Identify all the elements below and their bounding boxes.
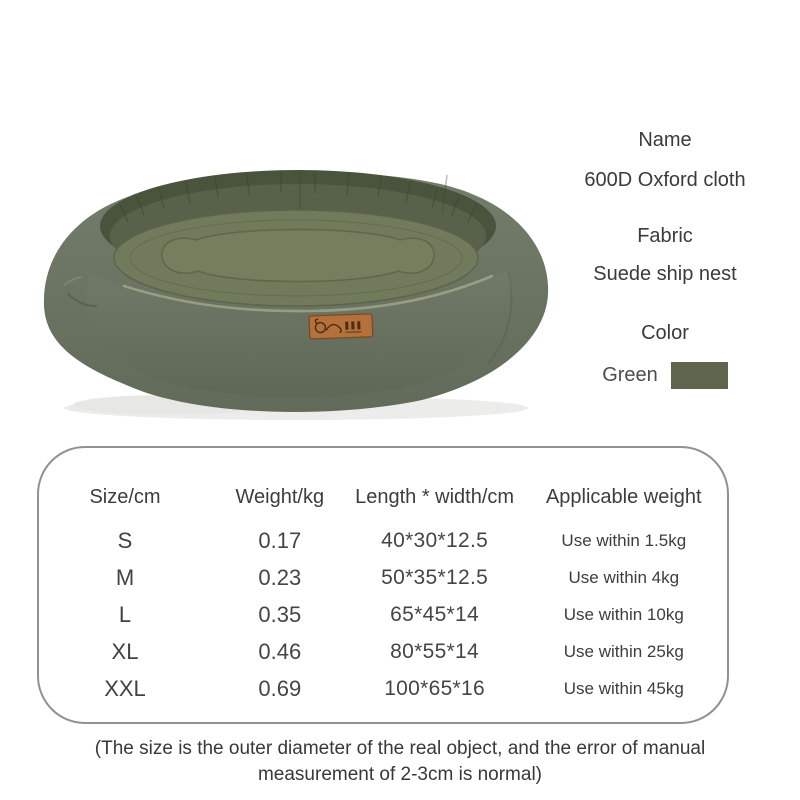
header-capacity: Applicable weight — [545, 485, 702, 508]
color-option-name: Green — [602, 363, 658, 386]
brand-tag — [309, 314, 373, 339]
cell-size: M — [115, 564, 135, 590]
product-photo — [38, 158, 560, 428]
cell-dims: 40*30*12.5 — [381, 528, 489, 552]
pet-bed-illustration — [38, 158, 560, 428]
cell-capacity: Use within 10kg — [563, 604, 684, 624]
spec-label-fabric: Fabric — [637, 225, 693, 247]
table-row — [39, 559, 727, 596]
header-weight: Weight/kg — [235, 485, 325, 508]
cell-weight: 0.46 — [258, 638, 302, 664]
cell-capacity: Use within 45kg — [563, 678, 684, 698]
color-option-row — [545, 361, 785, 389]
cell-capacity: Use within 25kg — [563, 641, 684, 661]
cell-dims: 100*65*16 — [384, 676, 485, 700]
cell-capacity: Use within 4kg — [568, 567, 680, 587]
measurement-note-line2: measurement of 2-3cm is normal) — [257, 764, 543, 785]
color-swatch — [671, 362, 728, 389]
cell-weight: 0.69 — [258, 675, 302, 701]
cell-dims: 80*55*14 — [390, 639, 479, 663]
table-row — [39, 596, 727, 633]
spec-value-fabric: Suede ship nest — [593, 263, 737, 285]
cell-weight: 0.23 — [258, 564, 302, 590]
table-row — [39, 522, 727, 559]
table-header-row — [39, 480, 727, 514]
cell-capacity: Use within 1.5kg — [561, 530, 687, 550]
bed-cushion — [114, 210, 478, 306]
cell-size: XXL — [104, 675, 146, 701]
cell-weight: 0.35 — [258, 601, 302, 627]
header-dims: Length * width/cm — [355, 485, 515, 508]
cell-dims: 50*35*12.5 — [381, 565, 489, 589]
spec-label-name: Name — [638, 129, 692, 151]
spec-label-color: Color — [641, 322, 689, 344]
spec-value-name: 600D Oxford cloth — [584, 169, 746, 191]
size-table — [37, 446, 729, 724]
cell-dims: 65*45*14 — [390, 602, 479, 626]
table-row — [39, 633, 727, 670]
measurement-note-line1: (The size is the outer diameter of the real object, and the error of manual — [94, 738, 706, 759]
cell-size: L — [118, 601, 132, 627]
cell-weight: 0.17 — [258, 527, 302, 553]
cell-size: S — [117, 527, 133, 553]
header-size: Size/cm — [89, 485, 161, 508]
cell-size: XL — [111, 638, 139, 664]
table-row — [39, 670, 727, 707]
measurement-note — [0, 736, 800, 788]
